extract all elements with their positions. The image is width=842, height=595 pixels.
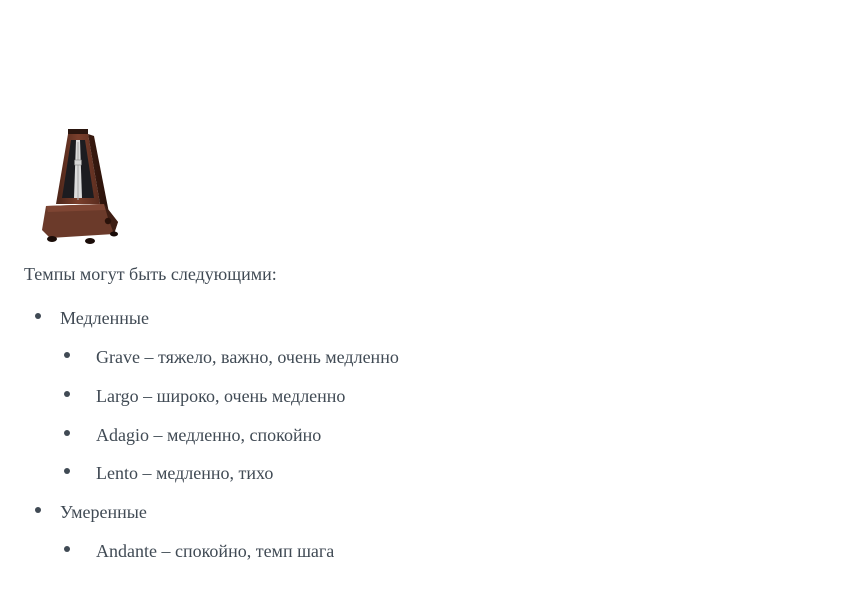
bullet-icon [64, 546, 70, 552]
list-item: Andante – спокойно, темп шага [96, 541, 335, 561]
list-item-group: Медленные [60, 308, 149, 328]
list-item: Lento – медленно, тихо [96, 463, 274, 483]
list-item: Grave – тяжело, важно, очень медленно [96, 347, 399, 367]
bullet-icon [64, 391, 70, 397]
bullet-icon [35, 313, 41, 319]
list-item: Adagio – медленно, спокойно [96, 425, 322, 445]
metronome-icon [38, 126, 120, 244]
bullet-icon [64, 430, 70, 436]
bullet-icon [35, 507, 41, 513]
intro-text: Темпы могут быть следующими: [24, 264, 277, 284]
bullet-icon [64, 468, 70, 474]
bullet-icon [64, 352, 70, 358]
list-item-group: Умеренные [60, 502, 147, 522]
list-item: Largo – широко, очень медленно [96, 386, 346, 406]
